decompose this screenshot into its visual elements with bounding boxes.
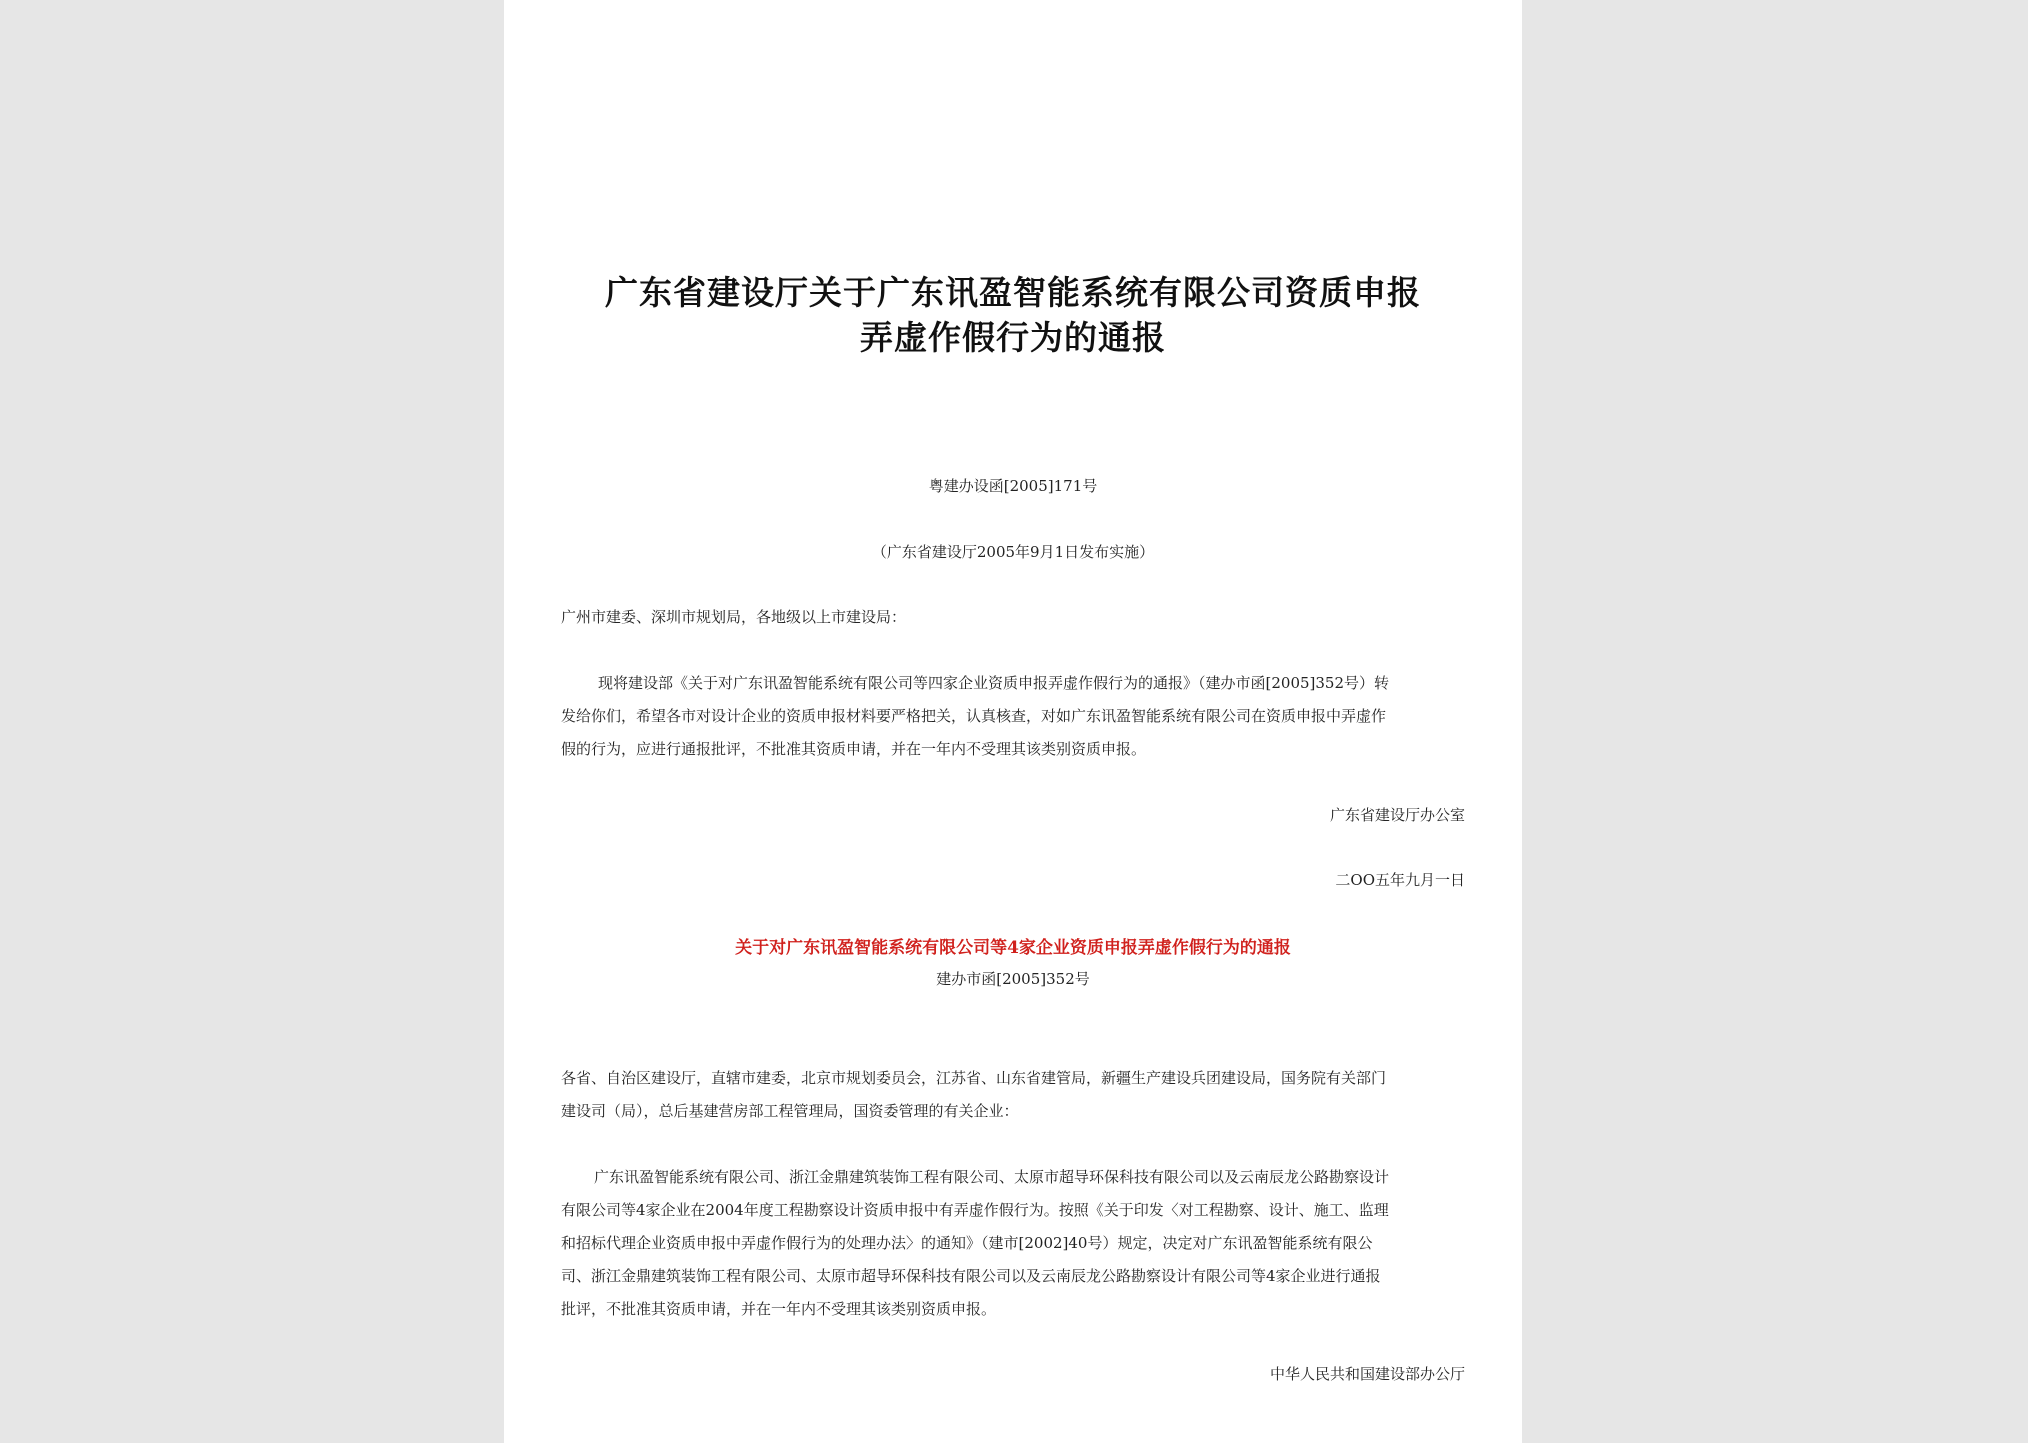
- notice-body-line: 假的行为，应进行通报批评，不批准其资质申请，并在一年内不受理其该类别资质申报。: [561, 740, 1147, 758]
- notice-title-line2: 弄虚作假行为的通报: [860, 318, 1166, 357]
- notice-title-line1: 广东省建设厅关于广东讯盈智能系统有限公司资质申报: [605, 273, 1421, 312]
- notice-body-line: 发给你们，希望各市对设计企业的资质申报材料要严格把关，认真核查，对如广东讯盈智能系统有限公司在资质申报中弄虚作: [561, 707, 1387, 725]
- document-page: [504, 0, 1522, 1443]
- attached-doc-number: 建办市函[2005]352号: [936, 970, 1090, 988]
- notice-date: 二OO五年九月一日: [1335, 871, 1465, 889]
- notice-doc-number: 粤建办设函[2005]171号: [928, 477, 1098, 495]
- attached-signature: 中华人民共和国建设部办公厅: [1269, 1365, 1465, 1383]
- attached-body-line: 司、浙江金鼎建筑装饰工程有限公司、太原市超导环保科技有限公司以及云南辰龙公路勘察设计有限公司等4家企业进行通报: [561, 1267, 1381, 1285]
- attached-addressee-line: 建设司（局），总后基建营房部工程管理局，国资委管理的有关企业：: [561, 1102, 1019, 1120]
- attached-body-line: 批评，不批准其资质申请，并在一年内不受理其该类别资质申报。: [561, 1300, 997, 1318]
- notice-addressee: 广州市建委、深圳市规划局，各地级以上市建设局：: [561, 608, 907, 626]
- attached-body-line: 和招标代理企业资质申报中弄虚作假行为的处理办法〉的通知》（建市[2002]40号）规定，决定对广东讯盈智能系统有限公: [561, 1234, 1373, 1252]
- attached-body-line: 有限公司等4家企业在2004年度工程勘察设计资质申报中有弄虚作假行为。按照《关于印发〈对工程勘察、设计、施工、监理: [561, 1201, 1389, 1219]
- attached-body-line: 广东讯盈智能系统有限公司、浙江金鼎建筑装饰工程有限公司、太原市超导环保科技有限公司以及云南辰龙公路勘察设计: [594, 1168, 1390, 1186]
- attached-addressee-line: 各省、自治区建设厅，直辖市建委，北京市规划委员会，江苏省、山东省建管局，新疆生产建设兵团建设局，国务院有关部门: [561, 1069, 1387, 1087]
- notice-body-line: 现将建设部《关于对广东讯盈智能系统有限公司等四家企业资质申报弄虚作假行为的通报》（建办市函[2005]352号）转: [598, 674, 1390, 692]
- notice-issue-note: （广东省建设厅2005年9月1日发布实施）: [871, 543, 1155, 561]
- attached-notice-title: 关于对广东讯盈智能系统有限公司等4家企业资质申报弄虚作假行为的通报: [735, 938, 1291, 958]
- notice-signature: 广东省建设厅办公室: [1329, 806, 1465, 824]
